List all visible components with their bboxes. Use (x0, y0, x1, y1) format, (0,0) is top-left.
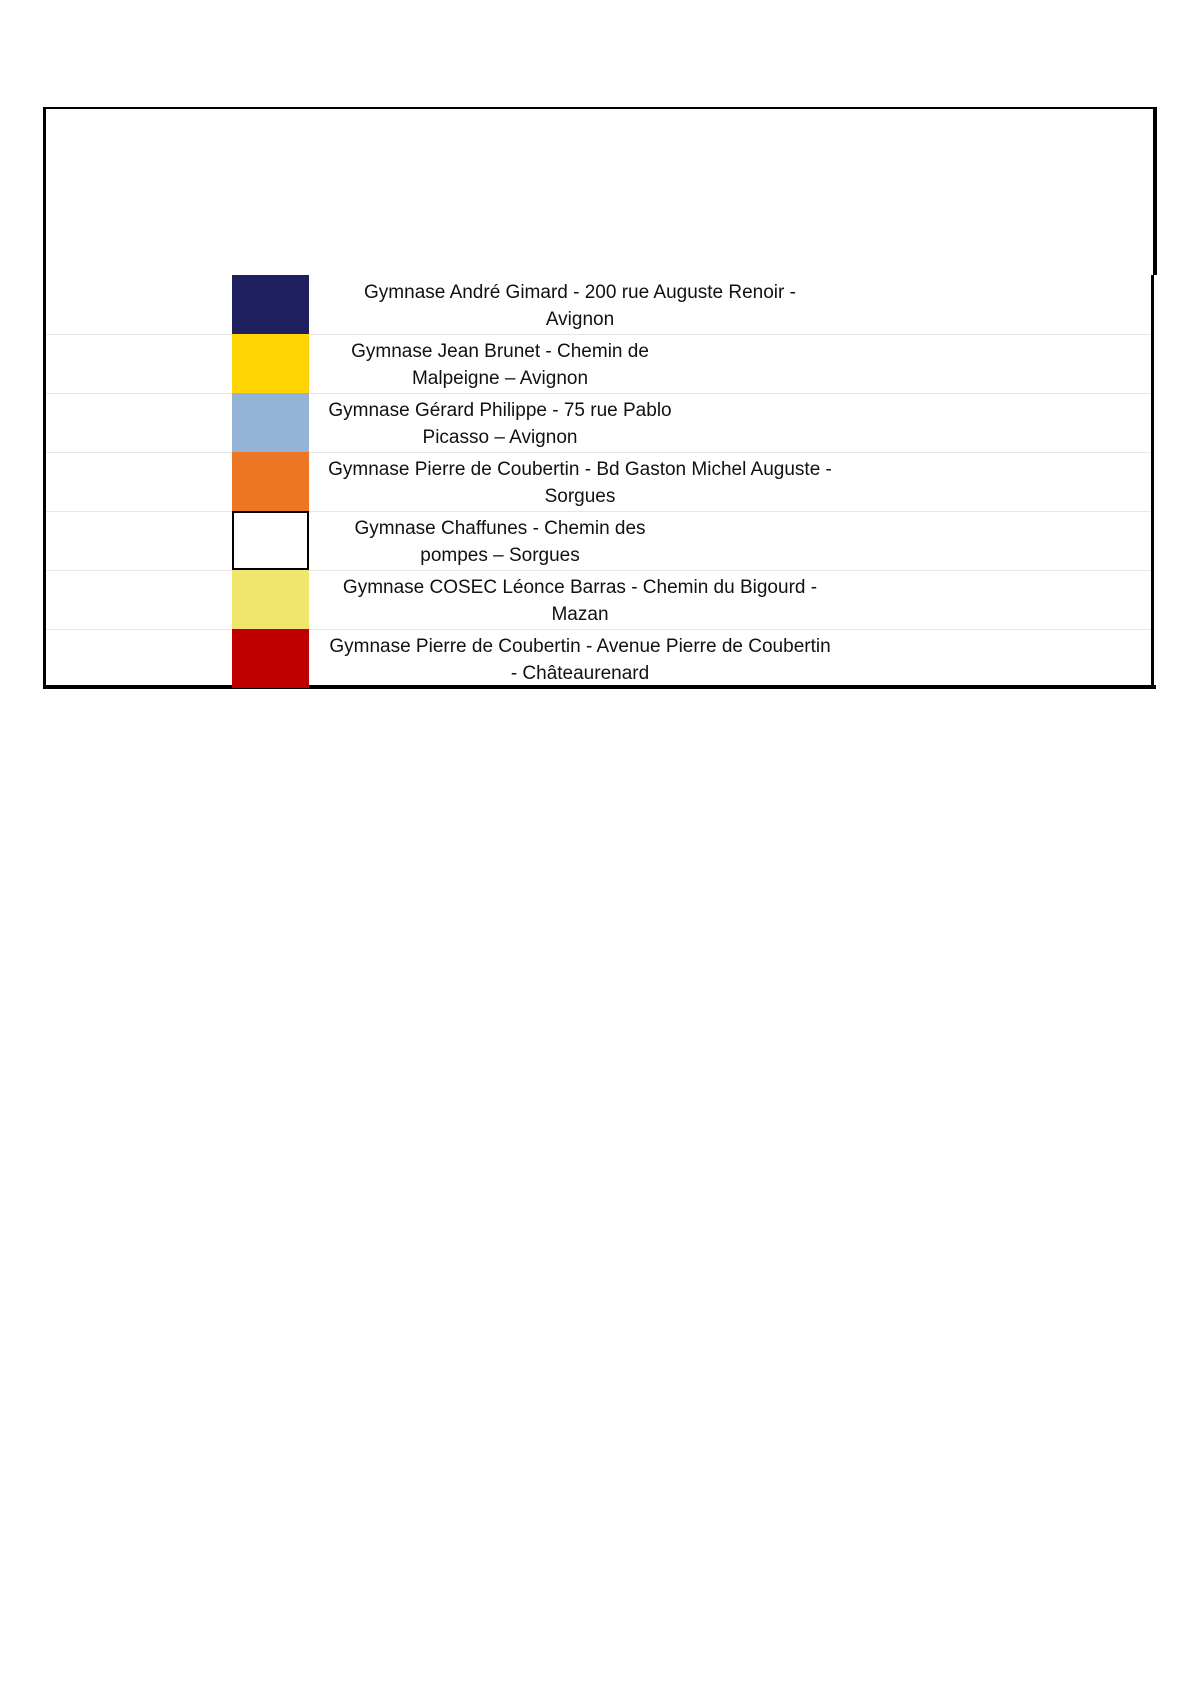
legend-label: Gymnase Jean Brunet - Chemin de Malpeigne – Avignon (351, 341, 649, 389)
frame-right-edge-top (1153, 107, 1157, 275)
row-divider (46, 452, 1151, 453)
color-swatch (232, 393, 309, 452)
legend-item (0, 570, 1190, 629)
legend-item (0, 629, 1190, 688)
row-divider (46, 570, 1151, 571)
legend-item (0, 452, 1190, 511)
legend-label: Gymnase Pierre de Coubertin - Avenue Pierre de Coubertin - Châteaurenard (329, 636, 831, 684)
color-swatch (232, 452, 309, 511)
legend-label: Gymnase COSEC Léonce Barras - Chemin du Bigourd - Mazan (342, 577, 818, 625)
row-divider (46, 511, 1151, 512)
color-swatch (232, 570, 309, 629)
legend-label: Gymnase Gérard Philippe - 75 rue Pablo Picasso – Avignon (328, 400, 672, 448)
row-divider (46, 629, 1151, 630)
legend-item (0, 393, 1190, 452)
color-swatch (232, 511, 309, 570)
legend-item (0, 334, 1190, 393)
row-divider (46, 334, 1151, 335)
legend-item (0, 275, 1190, 334)
color-swatch (232, 629, 309, 688)
row-divider (46, 393, 1151, 394)
legend-label: Gymnase Chaffunes - Chemin des pompes – Sorgues (354, 518, 646, 566)
color-swatch (232, 275, 309, 334)
legend-label: Gymnase Pierre de Coubertin - Bd Gaston Michel Auguste - Sorgues (328, 459, 832, 507)
legend-item (0, 511, 1190, 570)
color-swatch (232, 334, 309, 393)
legend-label: Gymnase André Gimard - 200 rue Auguste Renoir - Avignon (364, 282, 796, 330)
